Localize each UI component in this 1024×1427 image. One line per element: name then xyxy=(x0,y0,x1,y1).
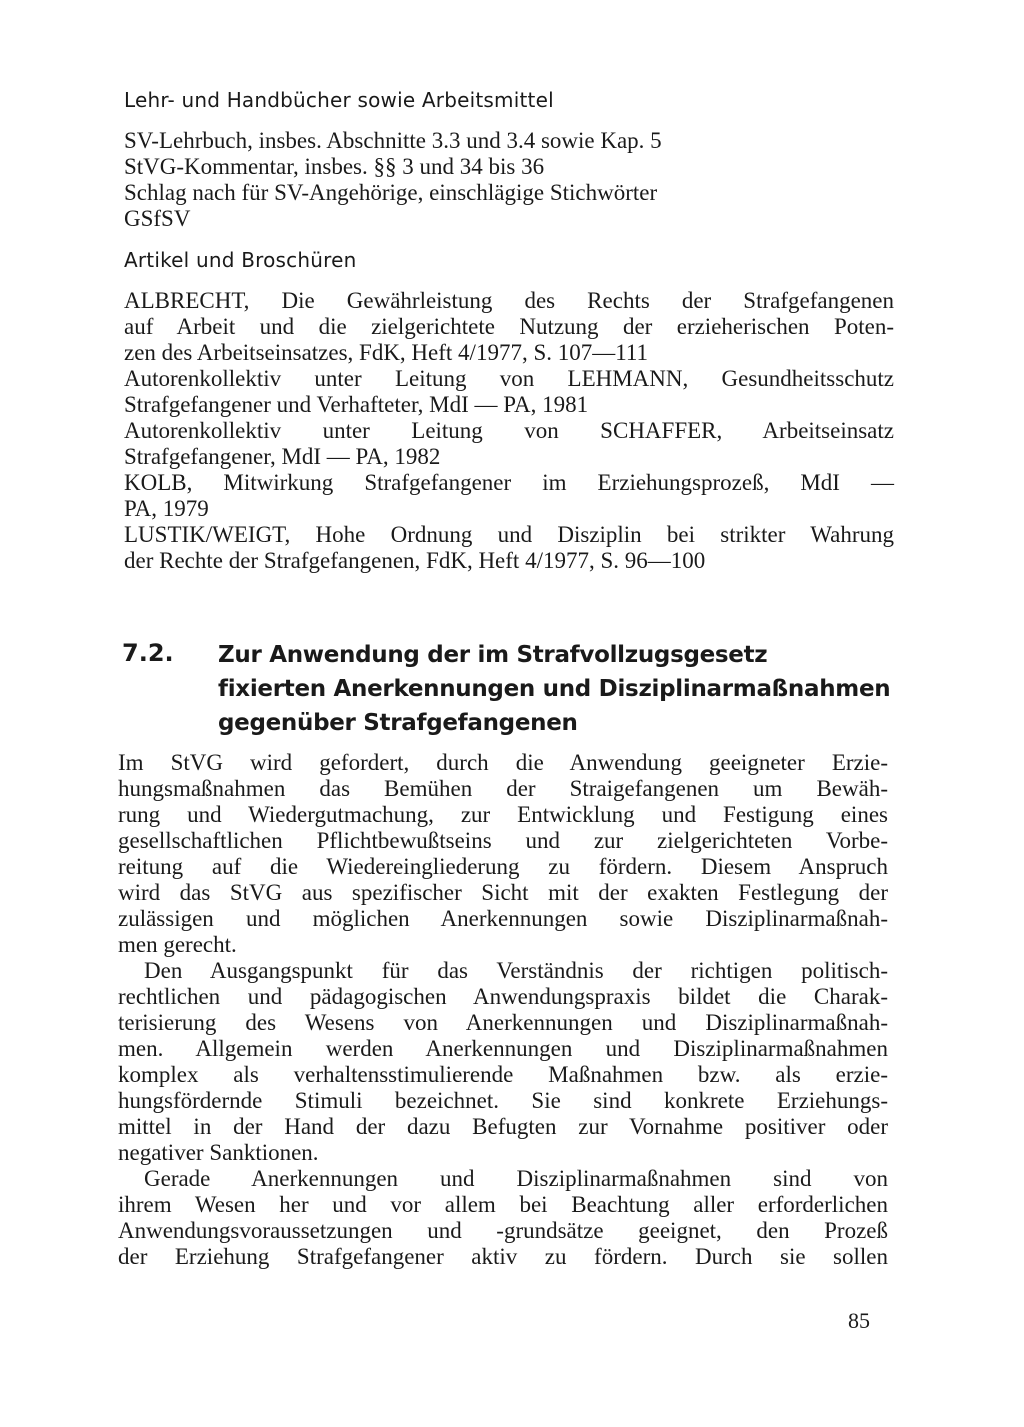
section-title xyxy=(218,638,890,740)
section-title-line: fixierten Anerkennungen und Disziplinarmaßnahmen xyxy=(218,676,891,702)
body-line: rechtlichen und pädagogischen Anwendungspraxis bildet die Charak- xyxy=(118,984,888,1009)
articles-line: Autorenkollektiv unter Leitung von LEHMANN, Gesundheitsschutz xyxy=(124,366,894,391)
section-title-line: Zur Anwendung der im Strafvollzugsgesetz xyxy=(218,642,768,668)
body-line: hungsfördernde Stimuli bezeichnet. Sie sind konkrete Erziehungs- xyxy=(118,1088,888,1113)
body-line: komplex als verhaltensstimulierende Maßnahmen bzw. als erzie- xyxy=(118,1062,888,1087)
articles-line: Strafgefangener und Verhafteter, MdI — PA, 1981 xyxy=(124,392,589,417)
section-number: 7.2. xyxy=(122,639,174,667)
body-line: terisierung des Wesens von Anerkennungen und Disziplinarmaßnah- xyxy=(118,1010,888,1035)
articles-line: auf Arbeit und die zielgerichtete Nutzung der erzieherischen Poten- xyxy=(124,314,894,339)
body-line: Im StVG wird gefordert, durch die Anwendung geeigneter Erzie- xyxy=(118,750,888,775)
body-line: Den Ausgangspunkt für das Verständnis der richtigen politisch- xyxy=(144,958,888,983)
body-line: mittel in der Hand der dazu Befugten zur Vornahme positiver oder xyxy=(118,1114,888,1139)
body-line: der Erziehung Strafgefangener aktiv zu fördern. Durch sie sollen xyxy=(118,1244,888,1269)
body-line: wird das StVG aus spezifischer Sicht mit der exakten Festlegung der xyxy=(118,880,888,905)
articles-line: der Rechte der Strafgefangenen, FdK, Heft 4/1977, S. 96—100 xyxy=(124,548,706,573)
body-line: zulässigen und möglichen Anerkennungen sowie Disziplinarmaßnah- xyxy=(118,906,888,931)
body-line: ihrem Wesen her und vor allem bei Beachtung aller erforderlichen xyxy=(118,1192,888,1217)
articles-line: zen des Arbeitseinsatzes, FdK, Heft 4/1977, S. 107—111 xyxy=(124,340,649,365)
body-line: Gerade Anerkennungen und Disziplinarmaßnahmen sind von xyxy=(144,1166,888,1191)
body-paragraph-3 xyxy=(118,1166,888,1270)
articles-line: PA, 1979 xyxy=(124,496,209,521)
books-line: StVG-Kommentar, insbes. §§ 3 und 34 bis 36 xyxy=(124,154,545,179)
articles-list xyxy=(124,288,894,574)
books-line: Schlag nach für SV-Angehörige, einschlägige Stichwörter xyxy=(124,180,658,205)
body-paragraph-1 xyxy=(118,750,888,958)
body-line: men. Allgemein werden Anerkennungen und Disziplinarmaßnahmen xyxy=(118,1036,888,1061)
books-line: GSfSV xyxy=(124,206,191,231)
books-line: SV-Lehrbuch, insbes. Abschnitte 3.3 und 3.4 sowie Kap. 5 xyxy=(124,128,662,153)
body-line: Anwendungsvoraussetzungen und -grundsätze geeignet, den Prozeß xyxy=(118,1218,888,1243)
body-line: men gerecht. xyxy=(118,932,237,957)
body-line: rung und Wiedergutmachung, zur Entwicklung und Festigung eines xyxy=(118,802,888,827)
section-title-line: gegenüber Strafgefangenen xyxy=(218,710,578,736)
articles-line: LUSTIK/WEIGT, Hohe Ordnung und Disziplin bei strikter Wahrung xyxy=(124,522,894,547)
articles-line: ALBRECHT, Die Gewährleistung des Rechts der Strafgefangenen xyxy=(124,288,894,313)
articles-line: Strafgefangener, MdI — PA, 1982 xyxy=(124,444,441,469)
articles-line: KOLB, Mitwirkung Strafgefangener im Erziehungsprozeß, MdI — xyxy=(124,470,894,495)
body-paragraph-2 xyxy=(118,958,888,1166)
articles-line: Autorenkollektiv unter Leitung von SCHAFFER, Arbeitseinsatz xyxy=(124,418,894,443)
body-line: gesellschaftlichen Pflichtbewußtseins und zur zielgerichteten Vorbe- xyxy=(118,828,888,853)
body-line: negativer Sanktionen. xyxy=(118,1140,319,1165)
books-heading: Lehr- und Handbücher sowie Arbeitsmittel xyxy=(124,88,554,112)
page-number: 85 xyxy=(848,1308,870,1333)
articles-heading: Artikel und Broschüren xyxy=(124,248,357,272)
body-line: hungsmaßnahmen das Bemühen der Straigefangenen um Bewäh- xyxy=(118,776,888,801)
books-list xyxy=(124,128,894,232)
body-line: reitung auf die Wiedereingliederung zu fördern. Diesem Anspruch xyxy=(118,854,888,879)
